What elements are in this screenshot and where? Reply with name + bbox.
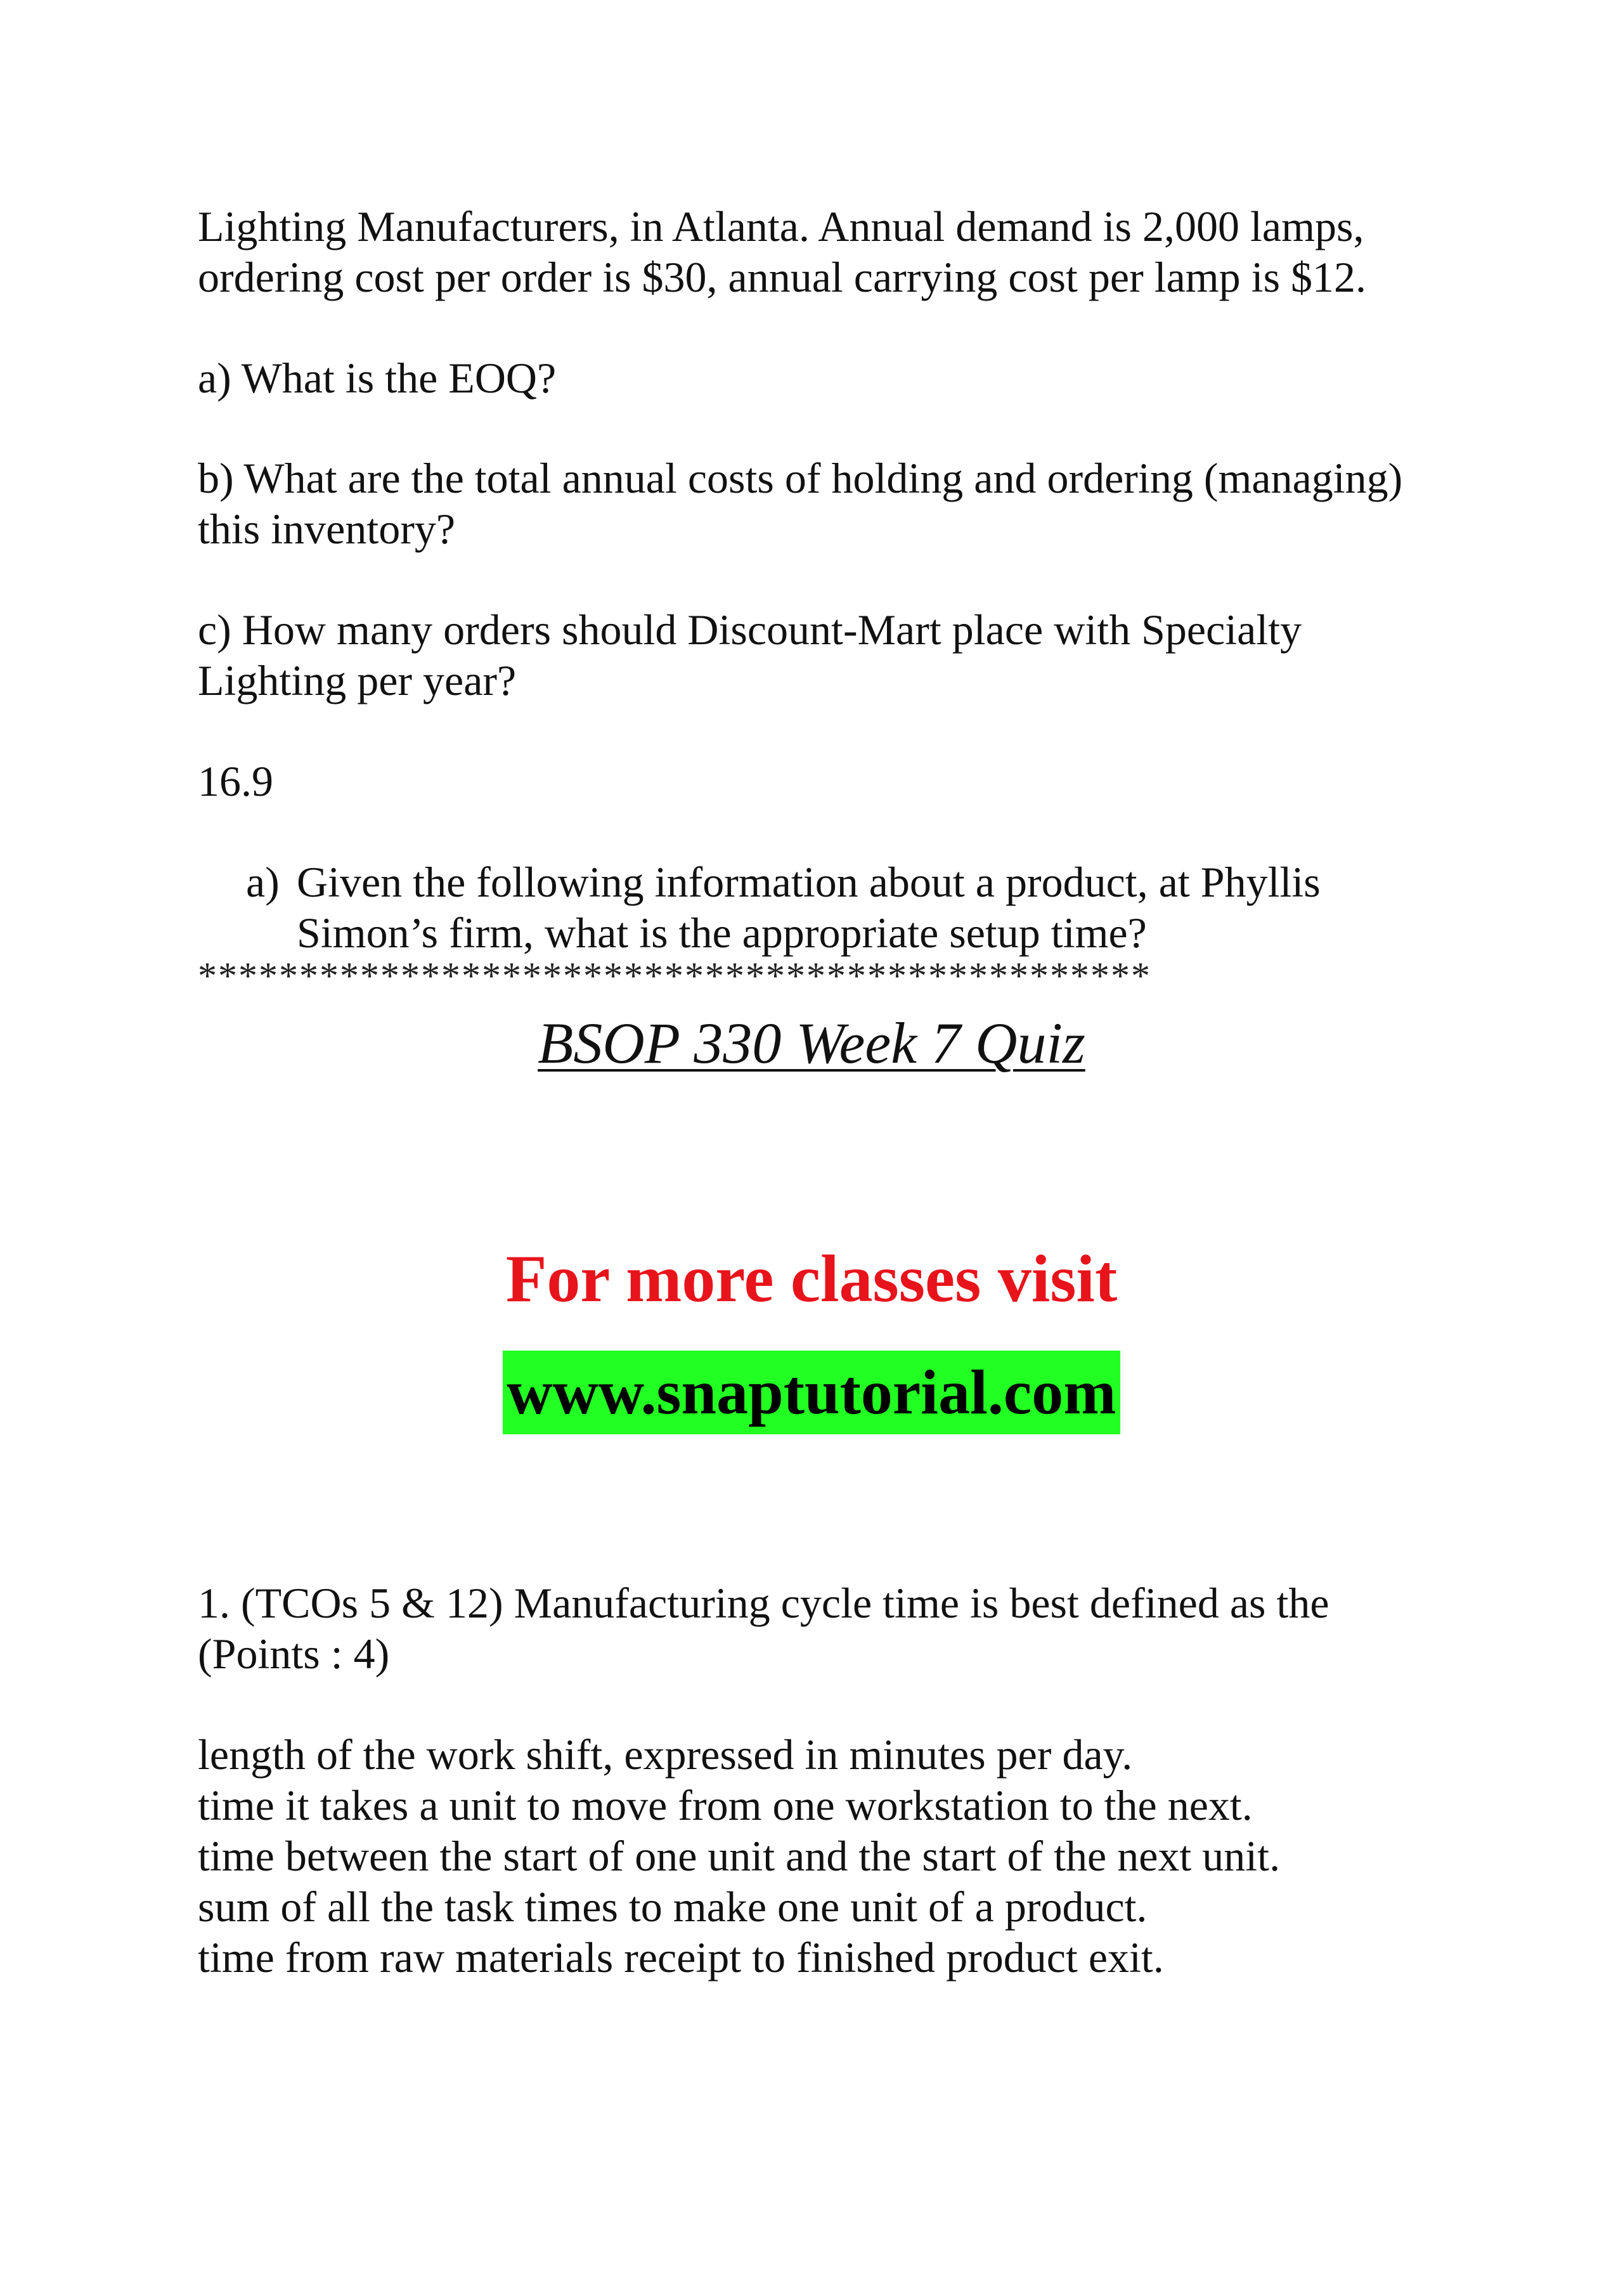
intro-line-2: ordering cost per order is $30, annual carrying cost per lamp is $12. — [198, 253, 1367, 301]
question-c-line-2: Lighting per year? — [198, 656, 517, 704]
website-link[interactable]: www.snaptutorial.com — [503, 1351, 1120, 1434]
option-4: sum of all the task times to make one unit of a product. — [198, 1883, 1148, 1931]
question-a: a) What is the EOQ? — [198, 354, 557, 402]
quiz-question-line-1: 1. (TCOs 5 & 12) Manufacturing cycle time is best defined as the — [198, 1579, 1329, 1627]
option-2: time it takes a unit to move from one workstation to the next. — [198, 1781, 1253, 1829]
problem-number: 16.9 — [198, 757, 273, 805]
option-3: time between the start of one unit and the start of the next unit. — [198, 1832, 1281, 1880]
problem-item-marker: a) — [246, 858, 280, 906]
quiz-question-line-2: (Points : 4) — [198, 1630, 390, 1678]
problem-item-line-1: Given the following information about a product, at Phyllis — [297, 858, 1321, 906]
question-b-line-2: this inventory? — [198, 505, 456, 553]
option-5: time from raw materials receipt to finished product exit. — [198, 1933, 1164, 1981]
question-c-line-1: c) How many orders should Discount-Mart place with Specialty — [198, 606, 1302, 654]
link-container — [0, 1351, 1623, 1434]
question-b-line-1: b) What are the total annual costs of holding and ordering (managing) — [198, 454, 1403, 502]
separator: *********************************************** — [198, 955, 1151, 997]
page-title: BSOP 330 Week 7 Quiz — [538, 1011, 1085, 1075]
promo-heading: For more classes visit — [505, 1242, 1118, 1316]
intro-line-1: Lighting Manufacturers, in Atlanta. Annual demand is 2,000 lamps, — [198, 202, 1364, 250]
problem-item-line-2: Simon’s firm, what is the appropriate setup time? — [297, 909, 1147, 957]
option-1: length of the work shift, expressed in minutes per day. — [198, 1730, 1133, 1779]
